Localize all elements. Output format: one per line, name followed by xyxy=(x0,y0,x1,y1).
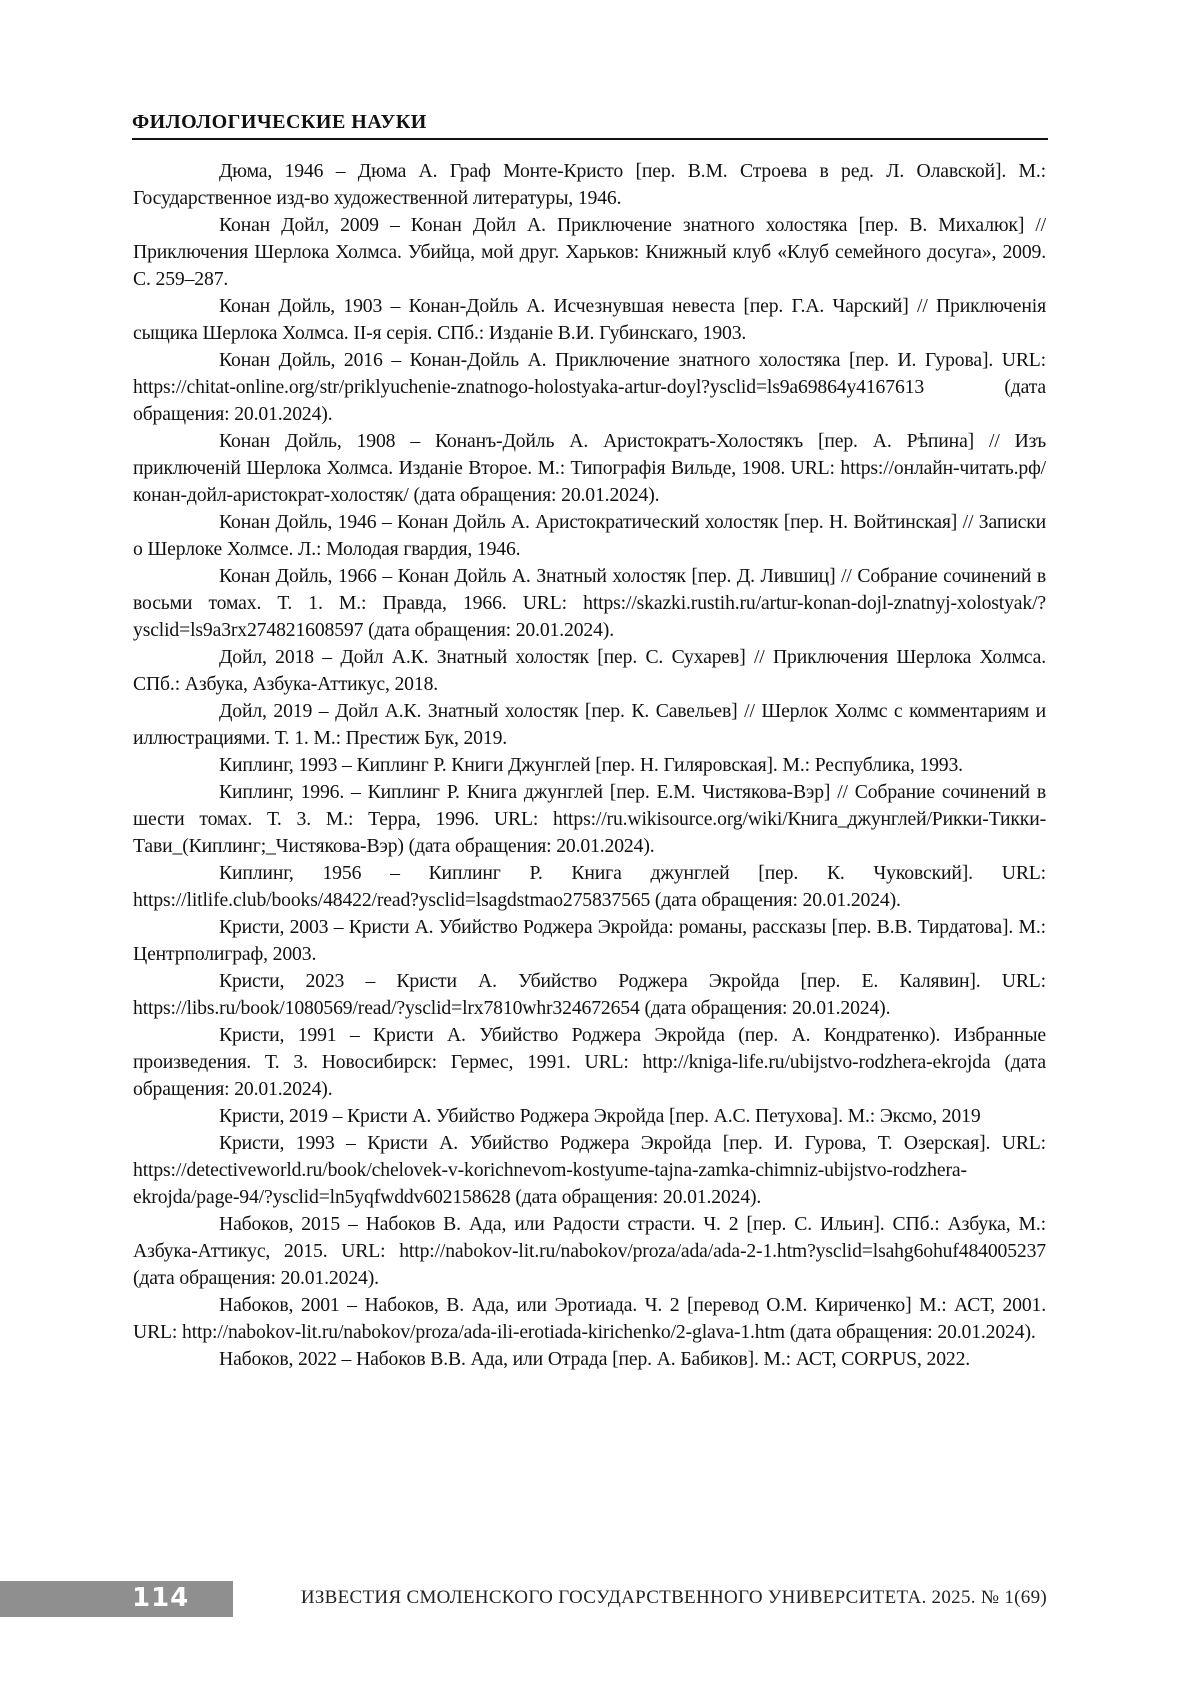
reference-entry: Набоков, 2022 – Набоков В.В. Ада, или Отрада [пер. А. Бабиков]. М.: АСТ, CORPUS, 2022. xyxy=(133,1346,1046,1373)
reference-entry: Набоков, 2015 – Набоков В. Ада, или Радости страсти. Ч. 2 [пер. С. Ильин]. СПб.: Азбука, М.: Азбука-Аттикус, 2015. URL: http://nabokov-lit.ru/nabokov/proza/ada/ada-2-1.htm?ysclid=lsahg6ohuf484005237 (дата обращения: 20.01.2024). xyxy=(133,1211,1046,1292)
reference-entry: Кристи, 2023 – Кристи А. Убийство Роджера Экройда [пер. Е. Калявин]. URL: https://libs.ru/book/1080569/read/?ysclid=lrx7810whr324672654 (дата обращения: 20.01.2024). xyxy=(133,968,1046,1022)
reference-entry: Конан Дойль, 1908 – Конанъ-Дойль А. Аристократъ-Холостякъ [пер. А. Рѣпина] // Изъ приключеній Шерлока Холмса. Изданіе Второе. М.: Типографія Вильде, 1908. URL: https://онлайн-читать.рф/конан-дойл-аристократ-холостяк/ (дата обращения: 20.01.2024). xyxy=(133,428,1046,509)
reference-entry: Киплинг, 1996. – Киплинг Р. Книга джунглей [пер. Е.М. Чистякова-Вэр] // Собрание сочинений в шести томах. Т. 3. М.: Терра, 1996. URL: https://ru.wikisource.org/wiki/Книга_джунглей/Рикки-Тикки-Тави_(Киплинг;_Чистякова-Вэр) (дата обращения: 20.01.2024). xyxy=(133,779,1046,860)
reference-entry: Киплинг, 1993 – Киплинг Р. Книги Джунглей [пер. Н. Гиляровская]. М.: Республика, 1993. xyxy=(133,752,1046,779)
reference-entry: Конан Дойл, 2009 – Конан Дойл А. Приключение знатного холостяка [пер. В. Михалюк] // Приключения Шерлока Холмса. Убийца, мой друг. Харьков: Книжный клуб «Клуб семейного досуга», 2009. С. 259–287. xyxy=(133,212,1046,293)
section-title: ФИЛОЛОГИЧЕСКИЕ НАУКИ xyxy=(132,111,427,134)
reference-entry: Дюма, 1946 – Дюма А. Граф Монте-Кристо [пер. В.М. Строева в ред. Л. Олавской]. М.: Государственное изд-во художественной литературы, 1946. xyxy=(133,158,1046,212)
reference-entry: Конан Дойль, 2016 – Конан-Дойль А. Приключение знатного холостяка [пер. И. Гурова]. URL: https://chitat-online.org/str/priklyuchenie-znatnogo-holostyaka-artur-doyl?ysclid=ls9a69864y4167613 (дата обращения: 20.01.2024). xyxy=(133,347,1046,428)
running-footer xyxy=(0,1581,1200,1617)
reference-list xyxy=(133,158,1046,1373)
reference-entry: Кристи, 2019 – Кристи А. Убийство Роджера Экройда [пер. А.С. Петухова]. М.: Эксмо, 2019 xyxy=(133,1103,1046,1130)
reference-entry: Кристи, 1993 – Кристи А. Убийство Роджера Экройда [пер. И. Гурова, Т. Озерская]. URL: https://detectiveworld.ru/book/chelovek-v-korichnevom-kostyume-tajna-zamka-chimniz-ubijstvo-rodzhera-ekrojda/page-94/?ysclid=ln5yqfwddv602158628 (дата обращения: 20.01.2024). xyxy=(133,1130,1046,1211)
reference-entry: Кристи, 1991 – Кристи А. Убийство Роджера Экройда (пер. А. Кондратенко). Избранные произведения. Т. 3. Новосибирск: Гермес, 1991. URL: http://kniga-life.ru/ubijstvo-rodzhera-ekrojda (дата обращения: 20.01.2024). xyxy=(133,1022,1046,1103)
page-number-tab xyxy=(0,1581,233,1617)
journal-title: ИЗВЕСТИЯ СМОЛЕНСКОГО ГОСУДАРСТВЕННОГО УНИВЕРСИТЕТА. 2025. № 1(69) xyxy=(301,1587,1047,1609)
reference-entry: Дойл, 2019 – Дойл А.К. Знатный холостяк [пер. К. Савельев] // Шерлок Холмс с комментариям и иллюстрациями. Т. 1. М.: Престиж Бук, 2019. xyxy=(133,698,1046,752)
reference-entry: Дойл, 2018 – Дойл А.К. Знатный холостяк [пер. С. Сухарев] // Приключения Шерлока Холмса. СПб.: Азбука, Азбука-Аттикус, 2018. xyxy=(133,644,1046,698)
reference-entry: Кристи, 2003 – Кристи А. Убийство Роджера Экройда: романы, рассказы [пер. В.В. Тирдатова]. М.: Центрполиграф, 2003. xyxy=(133,914,1046,968)
reference-entry: Конан Дойль, 1946 – Конан Дойль А. Аристократический холостяк [пер. Н. Войтинская] // Записки о Шерлоке Холмсе. Л.: Молодая гвардия, 1946. xyxy=(133,509,1046,563)
reference-entry: Конан Дойль, 1966 – Конан Дойль А. Знатный холостяк [пер. Д. Лившиц] // Собрание сочинений в восьми томах. Т. 1. М.: Правда, 1966. URL: https://skazki.rustih.ru/artur-konan-dojl-znatnyj-xolostyak/?ysclid=ls9a3rx274821608597 (дата обращения: 20.01.2024). xyxy=(133,563,1046,644)
reference-entry: Конан Дойль, 1903 – Конан-Дойль А. Исчезнувшая невеста [пер. Г.А. Чарский] // Приключенія сыщика Шерлока Холмса. II-я серія. СПб.: Изданіе В.И. Губинскаго, 1903. xyxy=(133,293,1046,347)
reference-entry: Киплинг, 1956 – Киплинг Р. Книга джунглей [пер. К. Чуковский]. URL: https://litlife.club/books/48422/read?ysclid=lsagdstmao275837565 (дата обращения: 20.01.2024). xyxy=(133,860,1046,914)
page-number: 114 xyxy=(132,1583,189,1613)
reference-entry: Набоков, 2001 – Набоков, В. Ада, или Эротиада. Ч. 2 [перевод О.М. Кириченко] М.: АСТ, 2001. URL: http://nabokov-lit.ru/nabokov/proza/ada-ili-erotiada-kirichenko/2-glava-1.htm (дата обращения: 20.01.2024). xyxy=(133,1292,1046,1346)
running-header xyxy=(132,106,1048,140)
